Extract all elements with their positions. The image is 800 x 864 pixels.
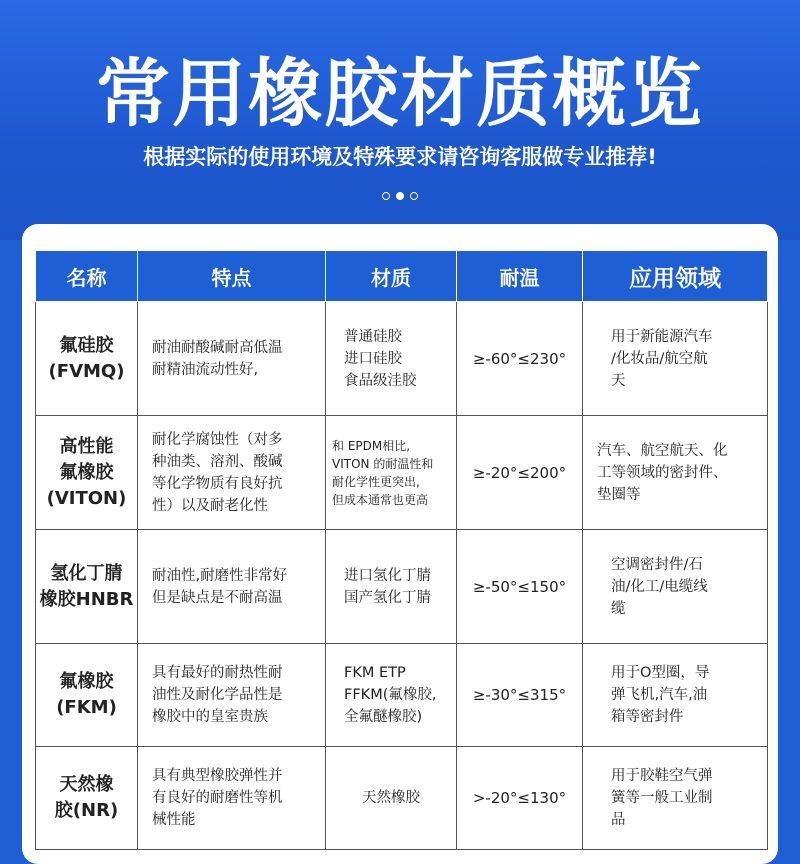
table-row [36, 747, 768, 850]
column-header-material: 材质 [326, 251, 457, 302]
cell-application: 用于胶鞋空气弹 簧等一般工业制 品 [583, 747, 768, 850]
cell-features: 具有典型橡胶弹性并 有良好的耐磨性等机 械性能 [138, 747, 326, 850]
cell-application: 空调密封件/石 油/化工/电缆线 缆 [583, 530, 768, 644]
cell-features: 耐油性,耐磨性非常好 但是缺点是不耐高温 [138, 530, 326, 644]
table-row [36, 530, 768, 644]
cell-features: 耐油耐酸碱耐高低温 耐精油流动性好, [138, 302, 326, 416]
cell-temperature: ≥-60°≤230° [457, 302, 583, 416]
cell-application: 汽车、航空航天、化 工等领域的密封件、 垫圈等 [583, 416, 768, 530]
page-title: 常用橡胶材质概览 [96, 51, 704, 137]
cell-application: 用于新能源汽车 /化妆品/航空航 天 [583, 302, 768, 416]
cell-features: 耐化学腐蚀性（对多 种油类、溶剂、酸碱 等化学物质有良好抗 性）以及耐老化性 [138, 416, 326, 530]
cell-name: 高性能 氟橡胶 (VITON) [36, 416, 138, 530]
cell-material: 普通硅胶 进口硅胶 食品级洼胶 [326, 302, 457, 416]
cell-application: 用于O型圈，导 弹飞机,汽车,油 箱等密封件 [583, 644, 768, 747]
cell-material: 天然橡胶 [326, 747, 457, 850]
cell-name: 氟硅胶 (FVMQ) [36, 302, 138, 416]
cell-name: 天然橡 胶(NR) [36, 747, 138, 850]
carousel-dots [0, 190, 800, 202]
cell-name: 氢化丁腈 橡胶HNBR [36, 530, 138, 644]
column-header-features: 特点 [138, 251, 326, 302]
carousel-dot[interactable] [410, 192, 418, 200]
column-header-name: 名称 [36, 251, 138, 302]
table-row [36, 644, 768, 747]
column-header-temperature: 耐温 [457, 251, 583, 302]
table-row [36, 416, 768, 530]
cell-material: 和 EPDM相比, VITON 的耐温性和 耐化学性更突出, 但成本通常也更高 [326, 416, 457, 530]
carousel-dot-active[interactable] [396, 192, 404, 200]
table-row [36, 302, 768, 416]
carousel-dot[interactable] [382, 192, 390, 200]
cell-temperature: >-20°≤130° [457, 747, 583, 850]
cell-temperature: ≥-30°≤315° [457, 644, 583, 747]
cell-temperature: ≥-20°≤200° [457, 416, 583, 530]
cell-material: FKM ETP FFKM(氟橡胶, 全氟醚橡胶) [326, 644, 457, 747]
rubber-material-table [35, 250, 768, 850]
cell-material: 进口氢化丁腈 国产氢化丁腈 [326, 530, 457, 644]
table-header-row [36, 251, 768, 302]
cell-features: 具有最好的耐热性耐 油性及耐化学品性是 橡胶中的皇室贵族 [138, 644, 326, 747]
page-subtitle: 根据实际的使用环境及特殊要求请咨询客服做专业推荐! [143, 145, 657, 169]
cell-name: 氟橡胶 (FKM) [36, 644, 138, 747]
column-header-application: 应用领域 [583, 251, 768, 302]
cell-temperature: ≥-50°≤150° [457, 530, 583, 644]
